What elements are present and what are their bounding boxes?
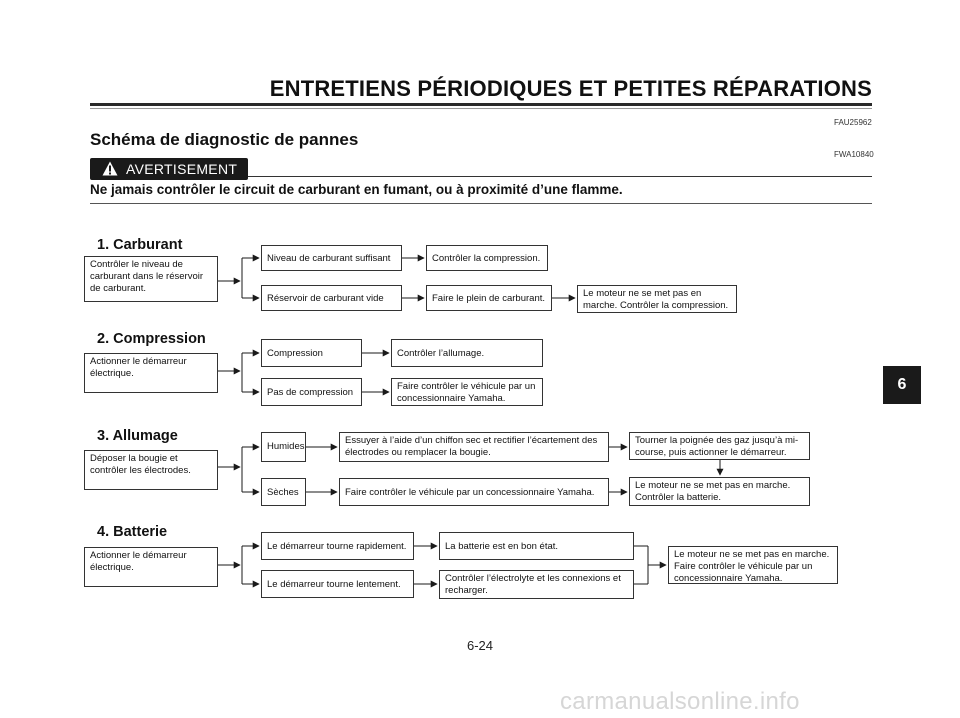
section-compression-title: 2. Compression [97, 331, 206, 347]
allumage-cond-wet: Humides [261, 432, 306, 462]
warning-code: FWA10840 [834, 150, 874, 159]
carburant-cond-sufficient: Niveau de carburant suffisant [261, 245, 402, 271]
section-allumage-title: 3. Allumage [97, 428, 178, 444]
chapter-tab: 6 [883, 366, 921, 404]
allumage-action-dealer: Faire contrôler le véhicule par un concessionnaire Yamaha. [339, 478, 609, 506]
section-code: FAU25962 [834, 118, 872, 127]
section-carburant-title: 1. Carburant [97, 237, 183, 253]
warning-label: AVERTISEMENT [126, 161, 238, 177]
batterie-start-box: Actionner le démarreur électrique. [84, 547, 218, 587]
batterie-cond-fast: Le démarreur tourne rapidement. [261, 532, 414, 560]
page-header-title: ENTRETIENS PÉRIODIQUES ET PETITES RÉPARATIONS [269, 76, 872, 101]
batterie-action-recharge: Contrôler l’électrolyte et les connexions et recharger. [439, 570, 634, 599]
allumage-cond-dry: Sèches [261, 478, 306, 506]
batterie-action-good: La batterie est en bon état. [439, 532, 634, 560]
carburant-result-box: Le moteur ne se met pas en marche. Contrôler la compression. [577, 285, 737, 313]
batterie-cond-slow: Le démarreur tourne lentement. [261, 570, 414, 598]
page-number: 6-24 [466, 638, 494, 653]
compression-cond-none: Pas de compression [261, 378, 362, 406]
compression-cond-ok: Compression [261, 339, 362, 367]
allumage-start-box: Déposer la bougie et contrôler les électrodes. [84, 450, 218, 490]
allumage-result-throttle: Tourner la poignée des gaz jusqu’à mi-course, puis actionner le démarreur. [629, 432, 810, 460]
carburant-start-box: Contrôler le niveau de carburant dans le réservoir de carburant. [84, 256, 218, 302]
section-title: Schéma de diagnostic de pannes [90, 130, 359, 149]
carburant-action-refuel: Faire le plein de carburant. [426, 285, 552, 311]
compression-action-dealer: Faire contrôler le véhicule par un concessionnaire Yamaha. [391, 378, 543, 406]
batterie-result-box: Le moteur ne se met pas en marche. Faire contrôler le véhicule par un concessionnaire Yamaha. [668, 546, 838, 584]
carburant-cond-empty: Réservoir de carburant vide [261, 285, 402, 311]
allumage-result-battery: Le moteur ne se met pas en marche. Contrôler la batterie. [629, 477, 810, 506]
section-batterie-title: 4. Batterie [97, 524, 168, 540]
compression-start-box: Actionner le démarreur électrique. [84, 353, 218, 393]
carburant-action-compression: Contrôler la compression. [426, 245, 548, 271]
watermark: carmanualsonline.info [560, 688, 800, 715]
compression-action-ignition: Contrôler l’allumage. [391, 339, 543, 367]
allumage-action-clean: Essuyer à l’aide d’un chiffon sec et rectifier l’écartement des électrodes ou remplacer la bougie. [339, 432, 609, 462]
warning-text: Ne jamais contrôler le circuit de carburant en fumant, ou à proximité d’une flamme. [90, 182, 623, 197]
